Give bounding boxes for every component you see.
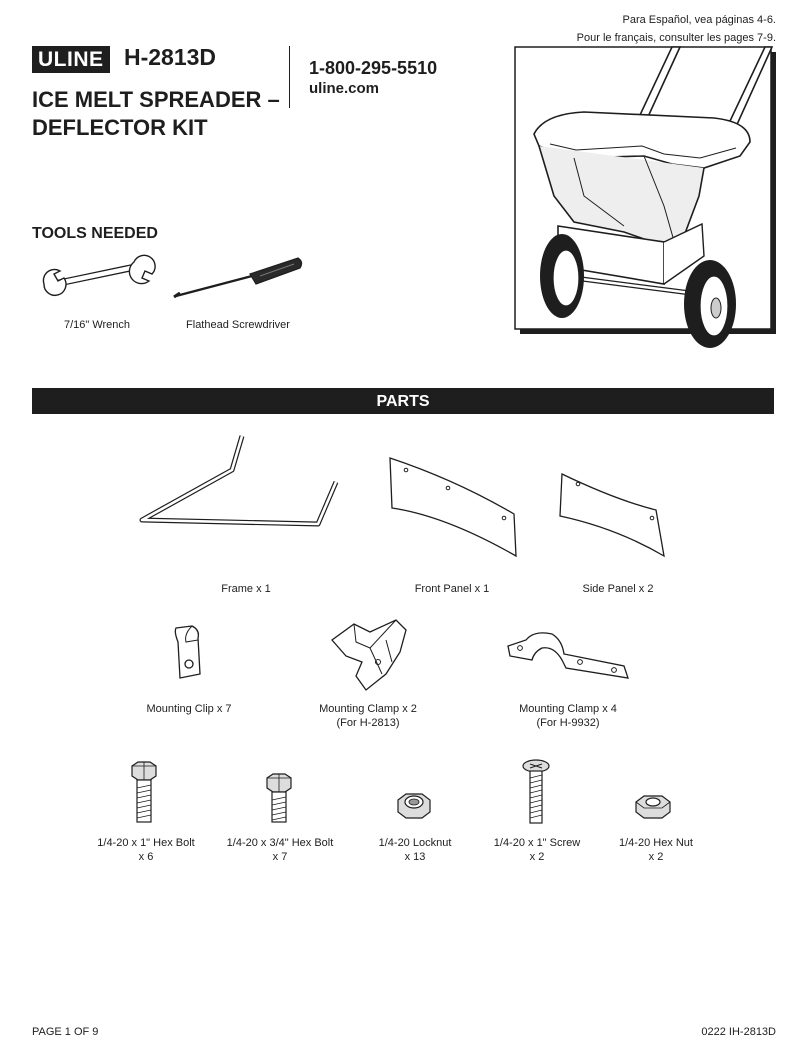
- french-note: Pour le français, consulter les pages 7-9.: [576, 32, 776, 44]
- document-code: 0222 IH-2813D: [701, 1026, 776, 1038]
- hex-nut-icon: [634, 794, 672, 820]
- part-label-locknut: [360, 836, 470, 864]
- locknut-line2: x 13: [404, 851, 426, 863]
- mounting-clip-icon: [170, 624, 206, 682]
- tool-label-screwdriver: Flathead Screwdriver: [186, 319, 290, 331]
- header-divider: [289, 46, 290, 108]
- hex-bolt-3-4in-line1: 1/4-20 x 3/4" Hex Bolt: [226, 837, 334, 849]
- part-label-mounting-clip: Mounting Clip x 7: [146, 703, 232, 715]
- clamp-h2813-line1: Mounting Clamp x 2: [319, 703, 417, 715]
- hex-bolt-1in-line2: x 6: [138, 851, 154, 863]
- part-label-hex-bolt-1in: [86, 836, 206, 864]
- spreader-illustration: [514, 46, 778, 336]
- frame-icon: [130, 432, 346, 532]
- part-label-hex-nut: [604, 836, 708, 864]
- mounting-clamp-h9932-icon: [504, 632, 632, 684]
- part-label-hex-bolt-3-4in: [216, 836, 344, 864]
- tools-heading: TOOLS NEEDED: [32, 225, 158, 242]
- clamp-h2813-line2: (For H-2813): [336, 717, 400, 729]
- screwdriver-icon: [172, 252, 304, 304]
- phone-number: 1-800-295-5510: [309, 58, 438, 78]
- hex-bolt-1in-line1: 1/4-20 x 1" Hex Bolt: [97, 837, 195, 849]
- part-label-side-panel: Side Panel x 2: [582, 583, 654, 595]
- hex-nut-line2: x 2: [648, 851, 664, 863]
- screw-1in-icon: [520, 758, 552, 826]
- tool-label-wrench: 7/16" Wrench: [63, 319, 131, 331]
- hex-nut-line1: 1/4-20 Hex Nut: [619, 837, 693, 849]
- spanish-note: Para Español, vea páginas 4-6.: [622, 14, 776, 26]
- hex-bolt-3-4in-line2: x 7: [272, 851, 288, 863]
- part-label-screw-1in: [480, 836, 594, 864]
- clamp-h9932-line2: (For H-9932): [536, 717, 600, 729]
- title-line-2: DEFLECTOR KIT: [32, 115, 208, 140]
- hex-bolt-1in-icon: [128, 760, 160, 824]
- part-label-clamp-h9932: [506, 702, 630, 730]
- screw-1in-line1: 1/4-20 x 1" Screw: [493, 837, 581, 849]
- front-panel-icon: [386, 456, 518, 560]
- uline-logo: ULINE: [32, 46, 110, 73]
- clamp-h9932-line1: Mounting Clamp x 4: [519, 703, 617, 715]
- website-link[interactable]: uline.com: [309, 80, 380, 97]
- locknut-line1: 1/4-20 Locknut: [378, 837, 452, 849]
- document-title: [32, 86, 302, 142]
- part-label-clamp-h2813: [306, 702, 430, 730]
- mounting-clamp-h2813-icon: [326, 612, 410, 694]
- model-number: H-2813D: [124, 44, 217, 70]
- part-label-frame: Frame x 1: [221, 583, 271, 595]
- locknut-icon: [396, 792, 432, 820]
- side-panel-icon: [556, 470, 668, 562]
- hex-bolt-3-4in-icon: [263, 772, 295, 824]
- part-label-front-panel: Front Panel x 1: [414, 583, 490, 595]
- title-line-1: ICE MELT SPREADER –: [32, 87, 280, 112]
- screw-1in-line2: x 2: [529, 851, 545, 863]
- page-number: PAGE 1 OF 9: [32, 1026, 99, 1038]
- wrench-icon: [40, 254, 156, 302]
- parts-heading: PARTS: [32, 388, 774, 414]
